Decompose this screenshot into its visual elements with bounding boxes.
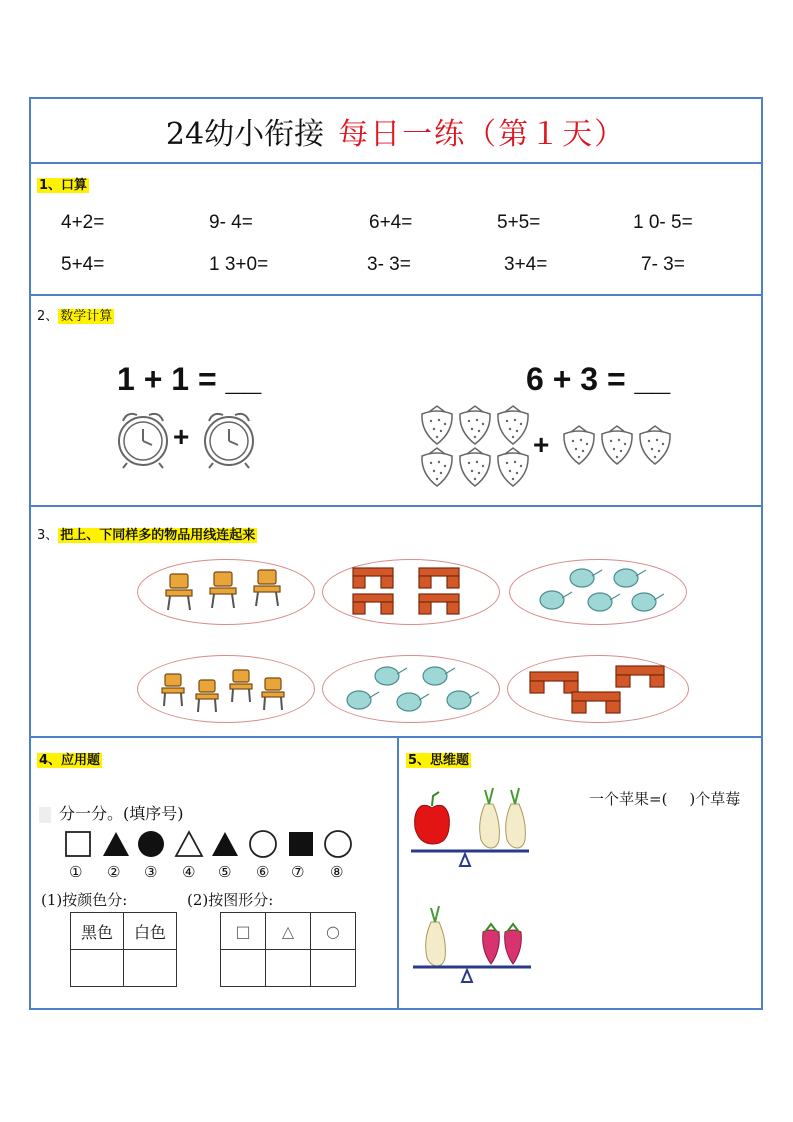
apple-icon xyxy=(415,792,450,844)
chair-icon xyxy=(230,670,252,702)
triangle-icon xyxy=(103,832,129,856)
strawberry-icon xyxy=(422,406,452,444)
chair-group xyxy=(138,560,314,624)
title-black: 24幼小衔接 xyxy=(165,116,325,152)
watering-can-icon xyxy=(397,693,429,711)
calc-problem: 5+4= xyxy=(61,254,105,275)
calc-problem: 9- 4= xyxy=(209,212,253,233)
circle-icon xyxy=(250,831,276,857)
strawberry-icon xyxy=(483,924,500,964)
shape-number: ⑤ xyxy=(218,863,232,881)
section3-label: 3、 把上、下同样多的物品用线连起来 xyxy=(37,528,256,543)
chair-icon xyxy=(196,680,218,712)
desk-icon xyxy=(616,666,664,687)
header-triangle: △ xyxy=(266,913,311,950)
strawberry-icon xyxy=(460,406,490,444)
answer-cell[interactable] xyxy=(311,950,356,987)
desk-icon xyxy=(572,692,620,713)
plus-sign: + xyxy=(173,421,190,452)
page-title xyxy=(31,99,761,162)
watering-can-icon xyxy=(375,667,407,685)
chair-icon xyxy=(262,678,284,710)
calc-problem: 5+5= xyxy=(497,212,541,233)
thinking-question: 一个苹果=( )个草莓 xyxy=(589,790,741,808)
sub-question-2: (2)按图形分: xyxy=(187,891,274,909)
balance-scale-2 xyxy=(411,904,535,984)
header-square: □ xyxy=(221,913,266,950)
section5-label: 5、思维题 xyxy=(408,753,470,768)
strawberry-icon xyxy=(505,924,522,964)
strawberry-icon xyxy=(422,448,452,486)
shape-number: ⑧ xyxy=(330,863,344,881)
watering-can-group xyxy=(510,560,686,624)
group-oval-bottom-1[interactable] xyxy=(137,655,315,723)
strawberry-icon xyxy=(498,448,528,486)
shape-number: ③ xyxy=(144,863,158,881)
sort-instruction: 分一分。(填序号) xyxy=(39,801,184,824)
chair-group xyxy=(138,656,314,722)
header-black: 黑色 xyxy=(71,913,124,950)
shape-number: ⑦ xyxy=(291,863,305,881)
shape-number: ② xyxy=(107,863,121,881)
calc-problem: 1 3+0= xyxy=(209,254,269,275)
equation-1: 1 + 1 = __ xyxy=(117,361,262,397)
color-sort-table xyxy=(70,912,177,987)
desk-group xyxy=(323,560,499,624)
shape-number: ⑥ xyxy=(256,863,270,881)
chair-icon xyxy=(254,570,280,606)
section2-label: 2、 数学计算 xyxy=(37,309,113,324)
plus-sign: + xyxy=(533,429,550,460)
shape-sort-table xyxy=(220,912,356,987)
strawberry-icon xyxy=(564,426,594,464)
square-icon xyxy=(289,832,313,856)
group-oval-bottom-3[interactable] xyxy=(507,655,689,723)
title-red: 每日一练（第１天） xyxy=(338,116,627,152)
watering-can-icon xyxy=(347,691,379,709)
worksheet xyxy=(29,97,763,1010)
shape-number: ④ xyxy=(182,863,196,881)
calc-problem: 7- 3= xyxy=(641,254,685,275)
group-oval-top-3[interactable] xyxy=(509,559,687,625)
column-divider xyxy=(397,737,399,1010)
desk-icon xyxy=(419,594,459,614)
watering-can-icon xyxy=(614,569,646,587)
balance-scale-1 xyxy=(409,782,533,870)
shapes-row xyxy=(63,828,363,862)
desk-icon xyxy=(530,672,578,693)
radish-icon xyxy=(426,906,446,966)
circle-icon xyxy=(325,831,351,857)
desk-icon xyxy=(419,568,459,588)
header-circle: ○ xyxy=(311,913,356,950)
strawberry-icon xyxy=(602,426,632,464)
group-oval-top-1[interactable] xyxy=(137,559,315,625)
watering-can-group xyxy=(323,656,499,722)
watering-can-icon xyxy=(423,667,455,685)
answer-cell[interactable] xyxy=(221,950,266,987)
divider xyxy=(31,294,761,296)
radish-icon xyxy=(506,788,526,848)
watering-can-icon xyxy=(447,691,479,709)
strawberry-icon xyxy=(640,426,670,464)
sub-question-1: (1)按颜色分: xyxy=(41,891,128,909)
answer-cell[interactable] xyxy=(124,950,177,987)
calc-problem: 1 0- 5= xyxy=(633,212,693,233)
answer-cell[interactable] xyxy=(266,950,311,987)
desk-icon xyxy=(353,594,393,614)
calc-problem: 3+4= xyxy=(504,254,548,275)
divider xyxy=(31,162,761,164)
strawberry-icon xyxy=(498,406,528,444)
divider xyxy=(31,505,761,507)
chair-icon xyxy=(162,674,184,706)
group-oval-bottom-2[interactable] xyxy=(322,655,500,723)
group-oval-top-2[interactable] xyxy=(322,559,500,625)
watering-can-icon xyxy=(570,569,602,587)
calc-problem: 4+2= xyxy=(61,212,105,233)
section4-label: 4、应用题 xyxy=(39,753,101,768)
circle-icon xyxy=(138,831,164,857)
desk-group xyxy=(508,656,688,722)
watering-can-icon xyxy=(540,591,572,609)
triangle-icon xyxy=(176,832,202,856)
answer-cell[interactable] xyxy=(71,950,124,987)
blank-box xyxy=(39,807,51,823)
square-icon xyxy=(66,832,90,856)
equation-2: 6 + 3 = __ xyxy=(526,361,671,397)
section1-label: 1、口算 xyxy=(39,178,88,193)
desk-icon xyxy=(353,568,393,588)
header-white: 白色 xyxy=(124,913,177,950)
chair-icon xyxy=(166,574,192,610)
divider xyxy=(31,736,761,738)
watering-can-icon xyxy=(588,593,620,611)
calc-problem: 6+4= xyxy=(369,212,413,233)
alarm-clock-icon xyxy=(199,407,259,469)
watering-can-icon xyxy=(632,593,664,611)
alarm-clock-icon xyxy=(113,407,173,469)
calc-problem: 3- 3= xyxy=(367,254,411,275)
triangle-icon xyxy=(212,832,238,856)
radish-icon xyxy=(480,788,500,848)
shape-number: ① xyxy=(69,863,83,881)
chair-icon xyxy=(210,572,236,608)
strawberry-icon xyxy=(460,448,490,486)
